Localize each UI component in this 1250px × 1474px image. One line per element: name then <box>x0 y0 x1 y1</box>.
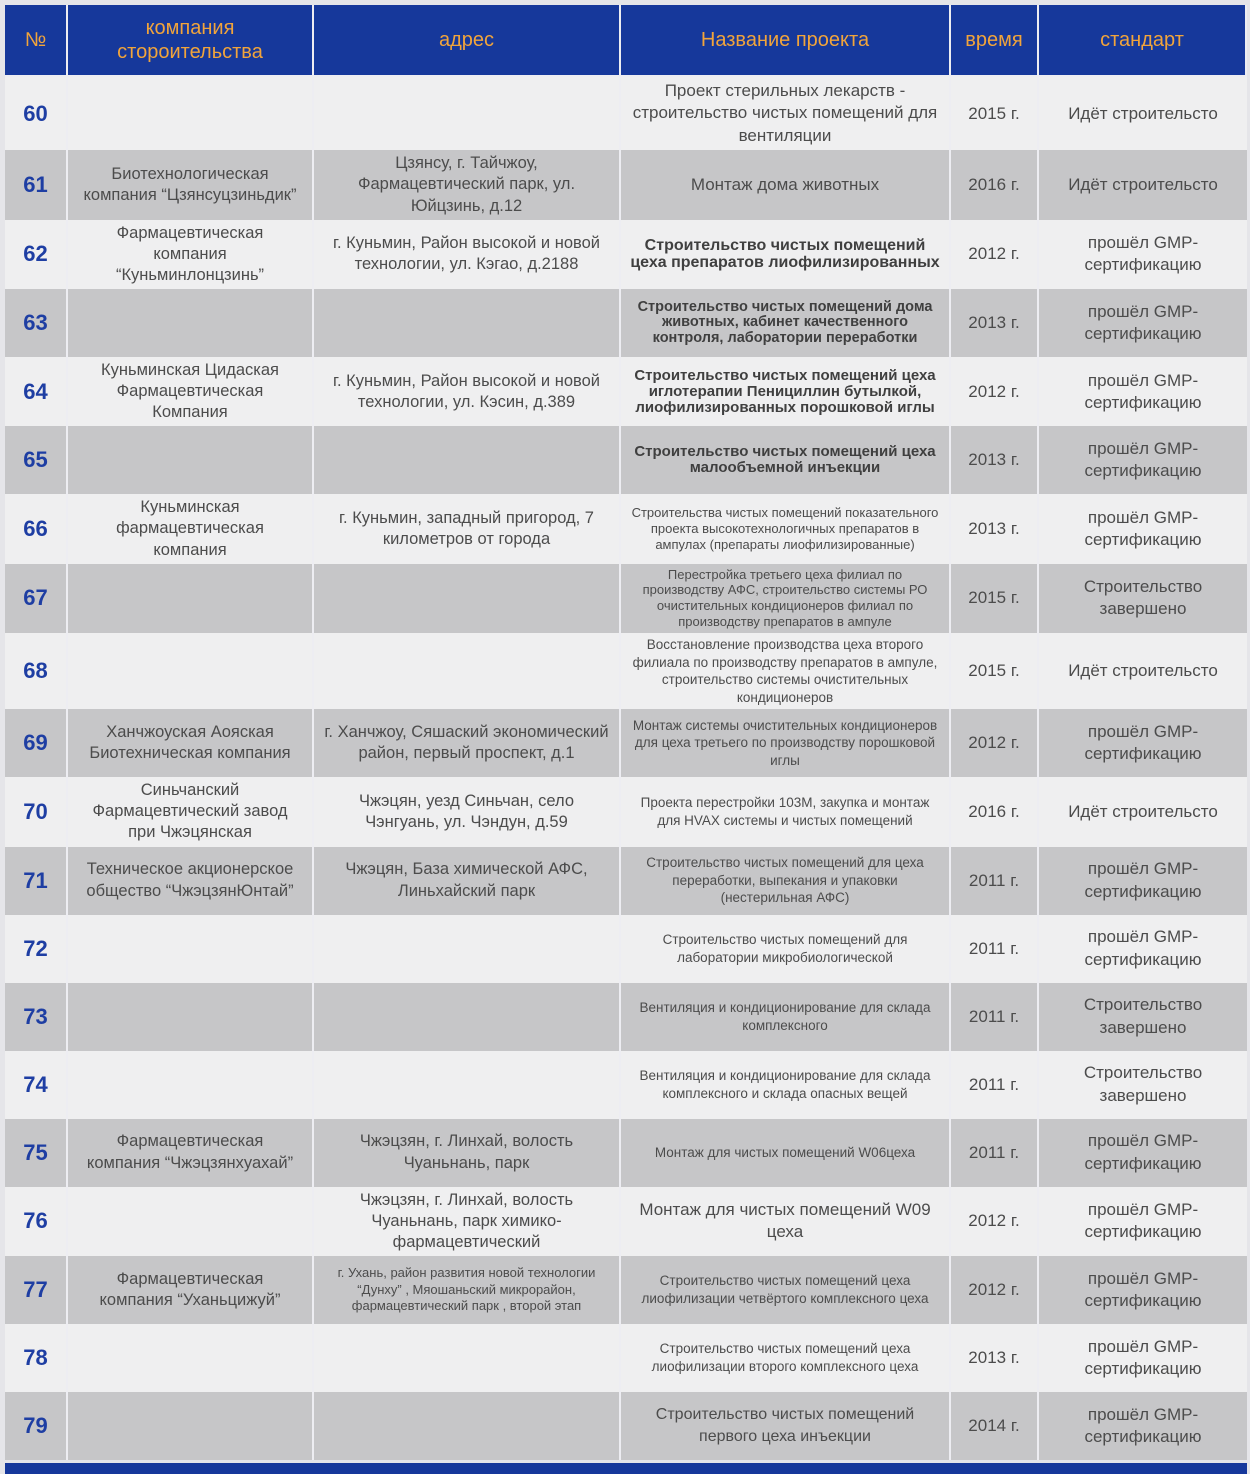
cell-address: г. Ухань, район развития новой технологии “Дунху” , Мяошаньский микрорайон, фармацевтический парк , второй этап <box>314 1256 621 1324</box>
table-row <box>5 915 1247 983</box>
cell-project: Строительство чистых помещений цеха иглотерапии Пенициллин бутылкой, лиофилизированных порошковой иглы <box>621 357 951 426</box>
cell-standard: Идёт строительсто <box>1039 150 1247 219</box>
table-row <box>5 426 1247 494</box>
cell-standard: Строительство завершено <box>1039 564 1247 633</box>
cell-company: Ханчжоуская Аояская Биотехническая компания <box>68 709 314 777</box>
projects-table <box>5 5 1247 1474</box>
cell-number: 60 <box>5 77 68 150</box>
table-row <box>5 1119 1247 1187</box>
cell-number: 73 <box>5 983 68 1051</box>
cell-time: 2011 г. <box>951 983 1039 1051</box>
table-row <box>5 1324 1247 1392</box>
cell-company <box>68 915 314 983</box>
cell-time: 2016 г. <box>951 150 1039 219</box>
cell-time: 2012 г. <box>951 1256 1039 1324</box>
cell-project: Строительства чистых помещений показательного проекта высокотехнологичных препаратов в ампулах (препараты лиофилизированные) <box>621 494 951 563</box>
cell-number: 69 <box>5 709 68 777</box>
header-company: компания стороительства <box>68 5 314 77</box>
cell-address <box>314 1392 621 1460</box>
cell-project: Строительство чистых помещений первого цеха инъекции <box>621 1392 951 1460</box>
cell-address: Чжэцян, уезд Синьчан, село Чэнгуань, ул. Чэндун, д.59 <box>314 777 621 846</box>
cell-standard: прошёл GMP-сертификацию <box>1039 357 1247 426</box>
header-time: время <box>951 5 1039 77</box>
cell-time: 2013 г. <box>951 1324 1039 1392</box>
cell-number: 77 <box>5 1256 68 1324</box>
cell-time: 2011 г. <box>951 847 1039 915</box>
cell-address <box>314 426 621 494</box>
cell-project: Строительство чистых помещений дома животных, кабинет качественного контроля, лаборатории переработки <box>621 289 951 357</box>
cell-company: Куньминская фармацевтическая компания <box>68 494 314 563</box>
cell-address: г. Куньмин, Район высокой и новой технологии, ул. Кэсин, д.389 <box>314 357 621 426</box>
cell-number: 61 <box>5 150 68 219</box>
cell-time: 2013 г. <box>951 494 1039 563</box>
cell-standard: прошёл GMP-сертификацию <box>1039 220 1247 289</box>
table-body <box>5 77 1247 1460</box>
cell-address: г. Ханчжоу, Сяшаский экономический район, первый проспект, д.1 <box>314 709 621 777</box>
table-row <box>5 289 1247 357</box>
table-row <box>5 494 1247 563</box>
cell-company <box>68 1187 314 1256</box>
header-address: адрес <box>314 5 621 77</box>
header-standard: стандарт <box>1039 5 1247 77</box>
cell-number: 65 <box>5 426 68 494</box>
cell-project: Монтаж для чистых помещений W09 цеха <box>621 1187 951 1256</box>
table-row <box>5 777 1247 846</box>
cell-time: 2012 г. <box>951 357 1039 426</box>
cell-company <box>68 983 314 1051</box>
cell-number: 68 <box>5 633 68 709</box>
header-project: Название проекта <box>621 5 951 77</box>
header-number: № <box>5 5 68 77</box>
cell-number: 78 <box>5 1324 68 1392</box>
table-row <box>5 633 1247 709</box>
cell-time: 2012 г. <box>951 1187 1039 1256</box>
cell-standard: прошёл GMP-сертификацию <box>1039 847 1247 915</box>
cell-company: Синьчанский Фармацевтический завод при Чжэцянская <box>68 777 314 846</box>
cell-project: Монтаж для чистых помещений W06цеха <box>621 1119 951 1187</box>
cell-time: 2013 г. <box>951 289 1039 357</box>
table-row <box>5 847 1247 915</box>
cell-time: 2012 г. <box>951 709 1039 777</box>
cell-time: 2013 г. <box>951 426 1039 494</box>
cell-address <box>314 564 621 633</box>
cell-address <box>314 289 621 357</box>
cell-number: 66 <box>5 494 68 563</box>
cell-time: 2012 г. <box>951 220 1039 289</box>
cell-standard: прошёл GMP-сертификацию <box>1039 426 1247 494</box>
cell-project: Вентиляция и кондиционирование для склада комплексного <box>621 983 951 1051</box>
cell-number: 76 <box>5 1187 68 1256</box>
cell-number: 72 <box>5 915 68 983</box>
table-row <box>5 1392 1247 1460</box>
cell-company <box>68 77 314 150</box>
cell-standard: Идёт строительсто <box>1039 777 1247 846</box>
cell-standard: прошёл GMP-сертификацию <box>1039 915 1247 983</box>
cell-standard: Строительство завершено <box>1039 983 1247 1051</box>
cell-project: Проект стерильных лекарств - строительство чистых помещений для вентиляции <box>621 77 951 150</box>
cell-project: Монтаж дома животных <box>621 150 951 219</box>
cell-company: Куньминская Цидаская Фармацевтическая Компания <box>68 357 314 426</box>
cell-standard: Идёт строительсто <box>1039 77 1247 150</box>
cell-number: 67 <box>5 564 68 633</box>
cell-address: г. Куньмин, Район высокой и новой технологии, ул. Кэгао, д.2188 <box>314 220 621 289</box>
cell-project: Вентиляция и кондиционирование для склада комплексного и склада опасных вещей <box>621 1051 951 1119</box>
cell-address <box>314 983 621 1051</box>
cell-time: 2015 г. <box>951 633 1039 709</box>
cell-company <box>68 426 314 494</box>
cell-time: 2011 г. <box>951 915 1039 983</box>
cell-time: 2011 г. <box>951 1119 1039 1187</box>
cell-number: 63 <box>5 289 68 357</box>
cell-project: Восстановление производства цеха второго филиала по производству препаратов в ампуле, строительство системы очистительных кондиционеров <box>621 633 951 709</box>
cell-address: Чжэцзян, г. Линхай, волость Чуаньнань, парк <box>314 1119 621 1187</box>
cell-number: 70 <box>5 777 68 846</box>
table-row <box>5 220 1247 289</box>
table-row <box>5 77 1247 150</box>
cell-project: Строительство чистых помещений цеха малообъемной инъекции <box>621 426 951 494</box>
cell-project: Строительство чистых помещений цеха лиофилизации второго комплексного цеха <box>621 1324 951 1392</box>
table-row <box>5 1051 1247 1119</box>
cell-company <box>68 564 314 633</box>
cell-project: Строительство чистых помещений цеха лиофилизации четвёртого комплексного цеха <box>621 1256 951 1324</box>
table-row <box>5 709 1247 777</box>
cell-project: Проекта перестройки 103М, закупка и монтаж для HVAX системы и чистых помещений <box>621 777 951 846</box>
cell-project: Строительство чистых помещений для лаборатории микробиологической <box>621 915 951 983</box>
cell-number: 75 <box>5 1119 68 1187</box>
cell-company <box>68 633 314 709</box>
cell-number: 74 <box>5 1051 68 1119</box>
cell-company: Фармацевтическая компания “Уханьцижуй” <box>68 1256 314 1324</box>
table-row <box>5 983 1247 1051</box>
cell-time: 2014 г. <box>951 1392 1039 1460</box>
table-header-row <box>5 5 1247 77</box>
cell-number: 62 <box>5 220 68 289</box>
cell-number: 79 <box>5 1392 68 1460</box>
table-row <box>5 1256 1247 1324</box>
cell-company <box>68 1324 314 1392</box>
cell-standard: прошёл GMP-сертификацию <box>1039 1256 1247 1324</box>
cell-company <box>68 1051 314 1119</box>
cell-address <box>314 77 621 150</box>
cell-standard: прошёл GMP-сертификацию <box>1039 1324 1247 1392</box>
table-row <box>5 564 1247 633</box>
cell-standard: прошёл GMP-сертификацию <box>1039 709 1247 777</box>
cell-project: Строительство чистых помещений цеха препаратов лиофилизированных <box>621 220 951 289</box>
cell-address: Чжэцзян, г. Линхай, волость Чуаньнань, парк химико-фармацевтический <box>314 1187 621 1256</box>
cell-company <box>68 1392 314 1460</box>
cell-number: 64 <box>5 357 68 426</box>
cell-time: 2015 г. <box>951 77 1039 150</box>
cell-standard: Идёт строительсто <box>1039 633 1247 709</box>
cell-company: Техническое акционерское общество “ЧжэцзянЮнтай” <box>68 847 314 915</box>
footer-bar <box>5 1463 1247 1474</box>
cell-time: 2011 г. <box>951 1051 1039 1119</box>
cell-company <box>68 289 314 357</box>
cell-company: Фармацевтическая компания “Куньминлонцзинь” <box>68 220 314 289</box>
cell-address: Чжэцян, База химической АФС, Линьхайский парк <box>314 847 621 915</box>
cell-company: Биотехнологическая компания “Цзянсуцзиньдик” <box>68 150 314 219</box>
cell-address <box>314 1051 621 1119</box>
cell-address: г. Куньмин, западный пригород, 7 километров от города <box>314 494 621 563</box>
table-row <box>5 1187 1247 1256</box>
cell-number: 71 <box>5 847 68 915</box>
cell-standard: прошёл GMP-сертификацию <box>1039 494 1247 563</box>
cell-standard: прошёл GMP-сертификацию <box>1039 1119 1247 1187</box>
cell-address <box>314 1324 621 1392</box>
cell-standard: прошёл GMP-сертификацию <box>1039 1392 1247 1460</box>
cell-time: 2015 г. <box>951 564 1039 633</box>
cell-address <box>314 915 621 983</box>
cell-standard: прошёл GMP-сертификацию <box>1039 1187 1247 1256</box>
cell-time: 2016 г. <box>951 777 1039 846</box>
cell-standard: прошёл GMP-сертификацию <box>1039 289 1247 357</box>
cell-address: Цзянсу, г. Тайчжоу, Фармацевтический парк, ул. Юйцзинь, д.12 <box>314 150 621 219</box>
table-row <box>5 150 1247 219</box>
cell-standard: Строительство завершено <box>1039 1051 1247 1119</box>
cell-project: Монтаж системы очистительных кондиционеров для цеха третьего по производству порошковой иглы <box>621 709 951 777</box>
cell-address <box>314 633 621 709</box>
cell-project: Перестройка третьего цеха филиал по производству АФС, строительство системы РО очистительных кондиционеров филиал по производству препаратов в ампуле <box>621 564 951 633</box>
table-row <box>5 357 1247 426</box>
cell-project: Строительство чистых помещений для цеха переработки, выпекания и упаковки (нестерильная АФС) <box>621 847 951 915</box>
cell-company: Фармацевтическая компания “Чжэцзянхуахай” <box>68 1119 314 1187</box>
